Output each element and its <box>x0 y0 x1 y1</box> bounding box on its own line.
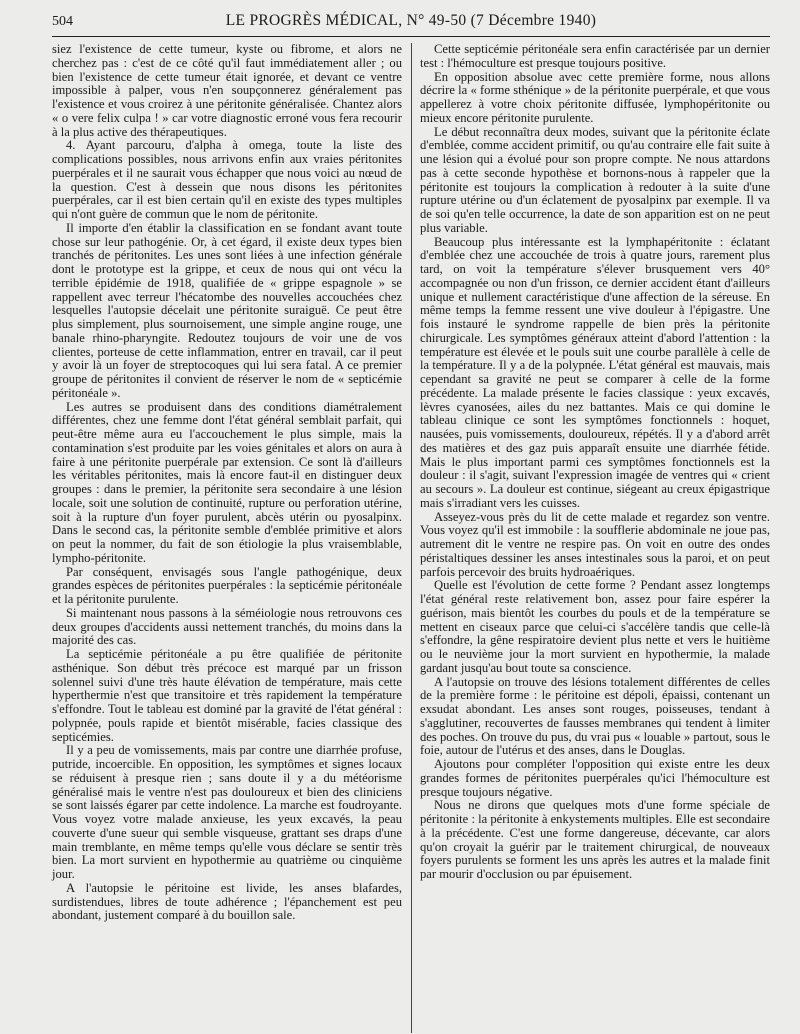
running-header <box>52 8 770 37</box>
left-column <box>52 43 402 923</box>
paragraph: Nous ne dirons que quelques mots d'une forme spéciale de péritonite : la péritonite à enkystements multiples. Elle est secondaire à la précédente. C'est une forme dangereuse, décevante, car alors qu'on croyait la guérir par le traitement chirurgical, de nouveaux foyers purulents se forment les uns après les autres et la malade finit par mourir d'occlusion ou par épuisement. <box>420 798 770 881</box>
paragraph: Les autres se produisent dans des conditions diamétralement différentes, chez une femme dont l'état général semblait parfait, qui peut-être même aura eu l'accouchement le plus simple, mais la contamination s'est produite par les voies génitales et alors on aura à faire à une péritonite puerpérale par extension. Ce sont là d'ailleurs les véritables péritonites, mais là encore faut-il en distinguer deux groupes : dans le premier, la péritonite sera secondaire à une lésion locale, soit une solution de continuité, rupture ou perforation utérine, soit à la rupture d'un foyer purulent, abcès utérin ou pyosalpinx. Dans le second cas, la péritonite semble d'emblée primitive et alors on peut la nommer, du fait de son étiologie la plus vraisemblable, lympho-péritonite. <box>52 399 402 565</box>
paragraph: A l'autopsie on trouve des lésions totalement différentes de celles de la première forme : le péritoine est dépoli, épaissi, contenant un exsudat abondant. Les anses sont rouges, poisseuses, tendant à s'agglutiner, recouvertes de fausses membranes qui tendent à limiter des poches. On trouve du pus, du vrai pus « louable » partout, sous le foie, autour de l'utérus et des anses, dans le Douglas. <box>420 674 770 758</box>
paragraph: Quelle est l'évolution de cette forme ? Pendant assez longtemps l'état général reste relativement bon, assez pour faire espérer la guérison, mais bientôt les courbes du pouls et de la température se mettent en ciseaux parce que celui-ci s'accélère tandis que celle-là s'effondre, la gêne respiratoire devient plus nette et vers le huitième ou le neuvième jour la mort survient en hypothermie, la malade gardant jusqu'au bout toute sa conscience. <box>420 578 770 675</box>
paragraph: Si maintenant nous passons à la séméiologie nous retrouvons ces deux groupes d'accidents aussi nettement tranchés, du moins dans la majorité des cas. <box>52 605 402 648</box>
paragraph: siez l'existence de cette tumeur, kyste ou fibrome, et alors ne cherchez pas : c'est de ce côté qu'il faut immédiatement aller ; ou bien l'existence de cette tumeur était ignorée, et devant ce ventre impossible à palper, vous n'en soupçonnerez généralement pas l'existence et vous croirez à une péritonite généralisée. Chantez alors « o vere felix culpa ! » car votre diagnostic erroné vous fera recourir à la plus active des thérapeutiques. <box>52 42 402 139</box>
paragraph: Asseyez-vous près du lit de cette malade et regardez son ventre. Vous voyez qu'il est immobile : la soufflerie abdominale ne joue pas, autrement dit le ventre ne respire pas. On voit en outre des ondes péristaltiques dessiner les anses intestinales sous la paroi, et on peut parfois percevoir des bruits hydroaériques. <box>420 509 770 579</box>
paragraph: 4. Ayant parcouru, d'alpha à omega, toute la liste des complications possibles, nous arrivons enfin aux vraies péritonites puerpérales et il ne saurait vous échapper que nous voici au nœud de la question. C'est à dessein que nous disons les péritonites puerpérales, car il est bien certain qu'il en existe des types multiples qui n'ont guère de commun que le nom de péritonite. <box>52 138 402 221</box>
text-columns <box>52 43 770 1033</box>
column-divider <box>411 43 412 1033</box>
page-number: 504 <box>52 14 73 29</box>
paragraph: Il y a peu de vomissements, mais par contre une diarrhée profuse, putride, incoercible. En opposition, les symptômes et signes locaux se réduisent à presque rien ; sans doute il y a du météorisme généralisé mais le ventre n'est pas douloureux et bien des cliniciens se sont laissés égarer par cette indolence. La marche est foudroyante. Vous voyez votre malade anxieuse, les yeux excavés, la peau couverte d'une sueur qui semble visqueuse, grattant ses draps d'une main tremblante, en même temps qu'elle vous déclare se sentir très bien. La mort survient en hypothermie au quatrième ou cinquième jour. <box>52 743 402 881</box>
paragraph: Par conséquent, envisagés sous l'angle pathogénique, deux grandes espèces de péritonites puerpérales : la septicémie péritonéale et la péritonite purulente. <box>52 564 402 606</box>
paragraph: Cette septicémie péritonéale sera enfin caractérisée par un dernier test : l'hémoculture est presque toujours positive. <box>420 42 770 70</box>
right-column <box>420 43 770 882</box>
paragraph: Beaucoup plus intéressante est la lymphapéritonite : éclatant d'emblée chez une accouchée de trois à quatre jours, rarement plus tard, on voit la température s'élever brusquement vers 40° accompagnée ou non d'un frisson, ce dernier accident étant d'ailleurs unique et nullement caractéristique d'une affection de la séreuse. En même temps la femme ressent une vive douleur à l'épigastre. Une fois instauré le syndrome rappelle de bien près la péritonite chirurgicale. Les symptômes généraux atteint d'abord l'attention : la température est élevée et le pouls suit une courbe parallèle à celle de la température. Il y a de la polypnée. L'état général est mauvais, mais cependant sa gravité ne peut se comparer à celle de la forme précédente. La malade présente le facies classique : yeux excavés, lèvres cyanosées, ailes du nez battantes. Mais ce qui domine le tableau clinique ce sont les symptômes fonctionnels : hoquet, nausées, puis vomissements, douloureux, répétés. Il y a d'abord arrêt des matières et des gaz puis apparaît ensuite une diarrhée fétide. Mais le plus important parmi ces symptômes fonctionnels est la douleur : il s'agit, suivant l'expression imagée de ventres qui « crient au secours ». La douleur est continue, siégeant au creux épigastrique mais s'irradiant vers les cuisses. <box>420 234 770 510</box>
paragraph: A l'autopsie le péritoine est livide, les anses blafardes, surdistendues, libres de toute adhérence ; l'épanchement est peu abondant, justement comparé à du bouillon sale. <box>52 880 402 923</box>
paragraph: Le début reconnaîtra deux modes, suivant que la péritonite éclate d'emblée, comme accident primitif, ou qu'au contraire elle fait suite à une lésion qui a évolué pour son propre compte. Ne nous attardons pas à cette seconde hypothèse et bornons-nous à rappeler que la péritonite est toujours la complication à redouter à la suite d'une rupture utérine ou d'un éclatement de pyosalpinx par exemple. Il va de soi qu'en telle occurrence, la date de son apparition est on ne peut plus variable. <box>420 124 770 235</box>
paragraph: Ajoutons pour compléter l'opposition qui existe entre les deux grandes formes de péritonites puerpérales qu'ici l'hémoculture est presque toujours négative. <box>420 757 770 799</box>
paragraph: La septicémie péritonéale a pu être qualifiée de péritonite asthénique. Son début très précoce est marqué par un frisson solennel suivi d'une très haute élévation de température, mais cette hyperthermie n'est que transitoire et très rapidement la température s'effondre. Tout le tableau est dominé par la gravité de l'état général : polypnée, pouls rapide et bientôt misérable, facies classique des septicémies. <box>52 647 402 744</box>
paragraph: En opposition absolue avec cette première forme, nous allons décrire la « forme sthénique » de la péritonite puerpérale, et que vous appellerez à votre choix péritonite diffusée, lymphopéritonite ou mieux encore péritonite purulente. <box>420 69 770 125</box>
paragraph: Il importe d'en établir la classification en se fondant avant toute chose sur leur pathogénie. Or, à cet égard, il existe deux types bien tranchés de péritonites. Les unes sont liées à une infection générale dont le prototype est la grippe, et ceux de nous qui ont vécu la terrible épidémie de 1918, qualifiée de « grippe espagnole » se rappellent avec terreur l'hécatombe des nouvelles accouchées chez lesquelles l'autopsie décelait une péritonite suraiguë. Ce peut être plus simplement, plus sournoisement, une simple angine rouge, une banale rhino-pharyngite. Redoutez toujours de voir une de vos clientes, porteuse de cette inflammation, entrer en travail, car il peut y avoir là un foyer de streptocoques qui lui sera fatal. A ce premier groupe de péritonites il convient de réserver le nom de « septicémie péritonéale ». <box>52 220 402 400</box>
journal-title: LE PROGRÈS MÉDICAL, N° 49-50 (7 Décembre 1940) <box>225 12 597 29</box>
